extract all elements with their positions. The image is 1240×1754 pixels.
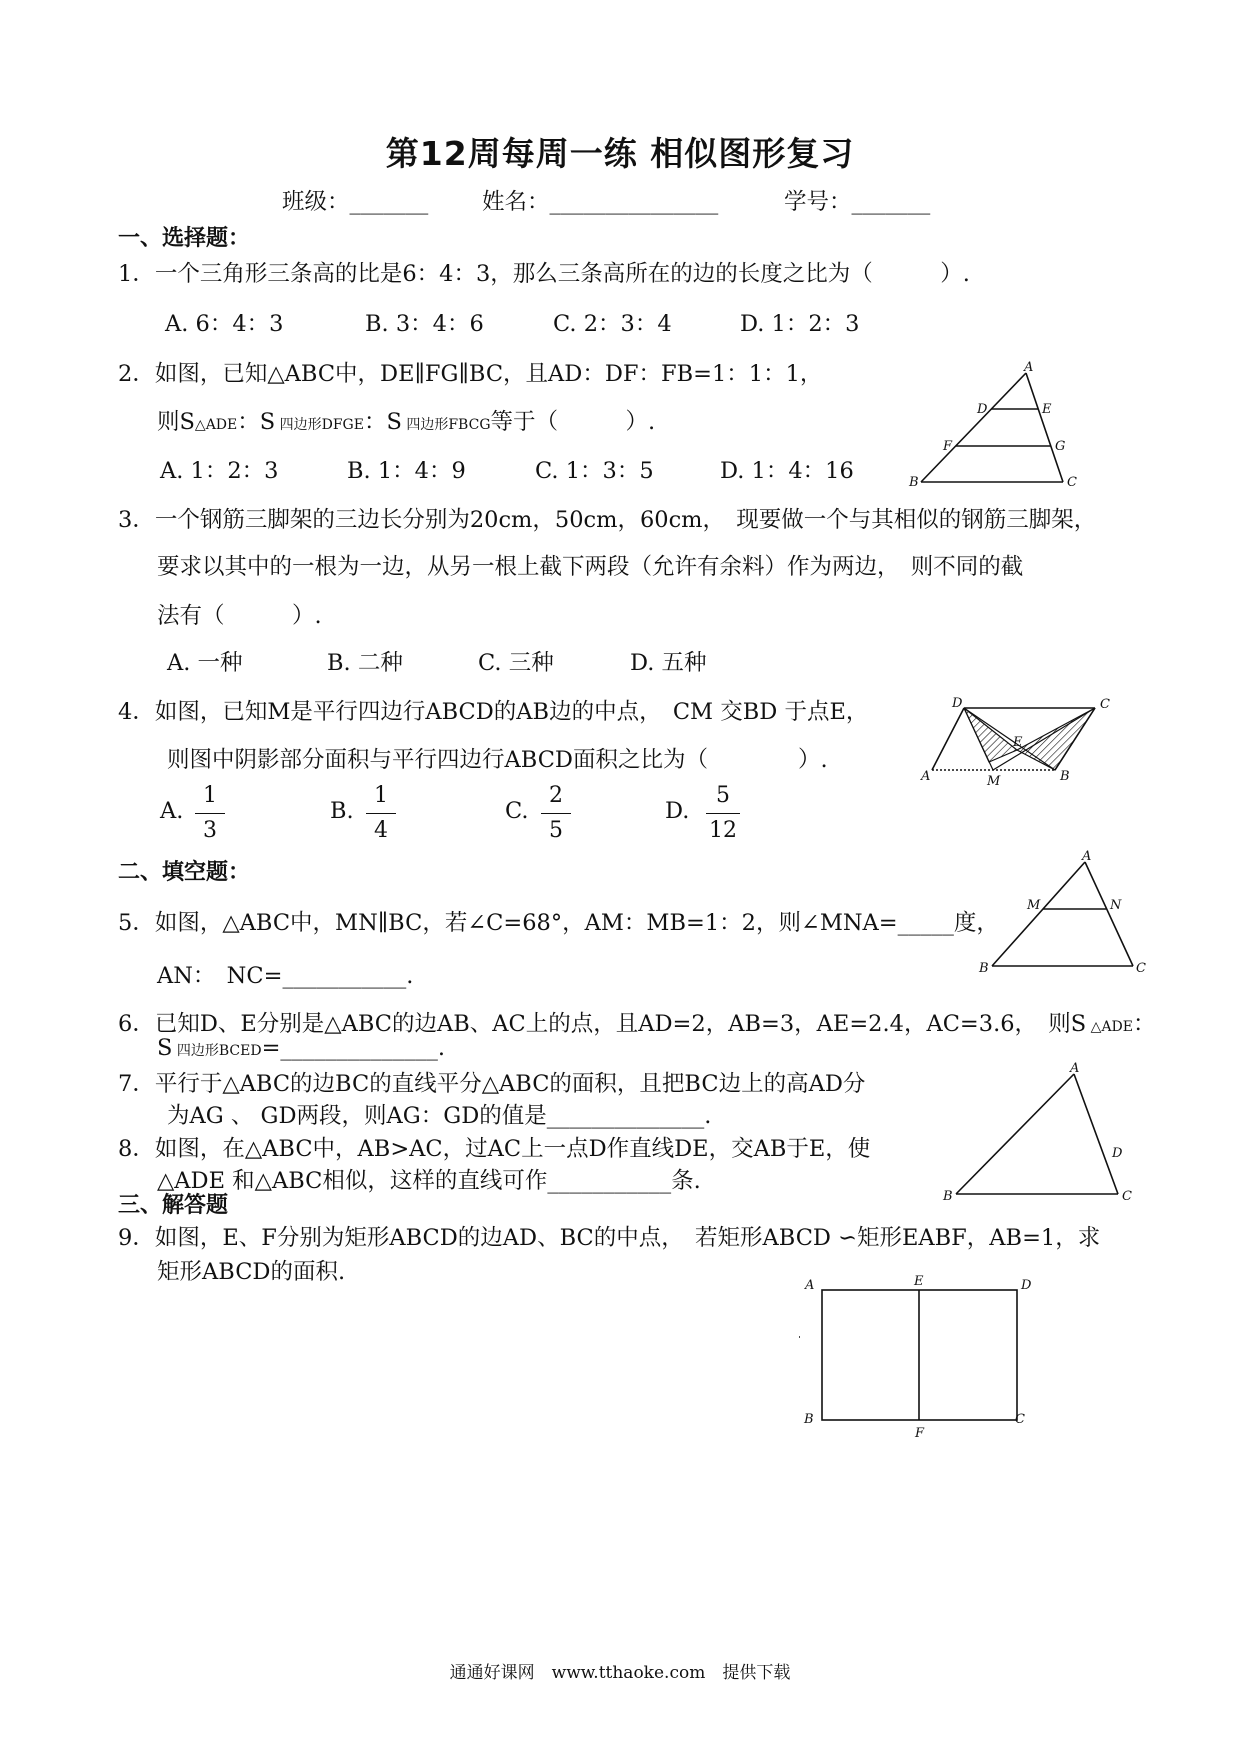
q4-option-c-fraction: 2 5 [541,781,571,846]
question-7-line1: 7．平行于△ABC的边BC的直线平分△ABC的面积，且把BC边上的高AD分 [118,1071,866,1097]
q8-triangle-figure [940,1060,1140,1210]
question-6-line2: S 四边形BCED=______________. [157,1035,446,1061]
question-4-line2: 则图中阴影部分面积与平行四边行ABCD面积之比为（ ）. [167,747,828,773]
q2-label-b: B [909,475,919,490]
q2-triangle-figure [905,360,1085,490]
q9-rectangle-figure [795,1265,1055,1445]
q4-option-d-label: D. [665,798,690,824]
q5-label-c: C [1136,961,1146,976]
q4-label-e: E [1013,735,1023,750]
question-2-line2: 则S△ADE：S 四边形DFGE：S 四边形FBCG等于（ ）. [157,409,656,435]
q4-label-b: B [1060,769,1070,784]
question-6-line1: 6．已知D、E分别是△ABC的边AB、AC上的点，且AD=2，AB=3，AE=2.4，AC=3.6， 则S △ADE： [118,1011,1156,1037]
question-4-line1: 4．如图，已知M是平行四边行ABCD的AB边的中点， CM 交BD 于点E， [118,699,869,725]
question-2-line1: 2．如图，已知△ABC中，DE∥FG∥BC，且AD：DF：FB=1：1：1， [118,361,823,387]
q2-option-d: D. 1：4：16 [720,458,854,484]
q5-label-b: B [979,961,989,976]
q1-option-d: D. 1：2：3 [740,311,860,337]
q4-option-a-fraction: 1 3 [195,781,225,846]
class-field: 班级：_______ [282,189,429,215]
question-7-line2: 为AG 、 GD两段，则AG：GD的值是______________. [167,1103,712,1129]
q4-option-a-label: A. [160,798,184,824]
q4-option-d-fraction: 5 12 [706,781,740,846]
q3-option-b: B. 二种 [327,650,403,676]
q9-label-e: E [914,1274,924,1289]
q2-label-e: E [1042,402,1052,417]
question-9-line2: 矩形ABCD的面积. [157,1259,346,1285]
q2-option-b: B. 1：4：9 [347,458,466,484]
q3-option-c: C. 三种 [478,650,554,676]
q9-label-a: A [805,1278,815,1293]
section-heading-solve: 三、解答题 [118,1193,229,1218]
q2-label-c: C [1067,475,1077,490]
q4-label-c: C [1100,697,1110,712]
q1-option-b: B. 3：4：6 [365,311,484,337]
question-8-line1: 8．如图，在△ABC中，AB>AC，过AC上一点D作直线DE，交AB于E，使 [118,1136,871,1162]
section-heading-fill: 二、填空题： [118,860,251,885]
q8-label-c: C [1122,1189,1132,1204]
q4-option-b-label: B. [330,798,354,824]
question-9-line1: 9．如图，E、F分别为矩形ABCD的边AD、BC的中点， 若矩形ABCD ∽矩形EABF，AB=1，求 [118,1225,1101,1251]
q5-triangle-figure [975,850,1155,980]
footer-source: 通通好课网 www.tthaoke.com 提供下载 [449,1663,791,1683]
page-title: 第12周每周一练 相似图形复习 [385,134,855,173]
q2-option-a: A. 1：2：3 [160,458,279,484]
q8-label-b: B [943,1189,953,1204]
q8-label-d: D [1112,1146,1123,1161]
q4-option-c-label: C. [505,798,529,824]
question-3-line3: 法有（ ）. [157,603,322,629]
q5-label-a: A [1082,850,1092,864]
q9-label-c: C [1015,1412,1025,1427]
q1-option-a: A. 6：4：3 [165,311,284,337]
q2-label-g: G [1055,439,1066,454]
q4-label-a: A [921,769,931,784]
q2-option-c: C. 1：3：5 [535,458,654,484]
student-id-field: 学号：_______ [784,189,931,215]
q4-option-b-fraction: 1 4 [366,781,396,846]
q3-option-a: A. 一种 [167,650,243,676]
q2-label-d: D [977,402,988,417]
section-heading-choice: 一、选择题： [118,226,251,251]
q4-parallelogram-figure [920,696,1120,788]
question-8-line2: △ADE 和△ABC相似，这样的直线可作___________条. [157,1168,701,1194]
q4-label-m: M [987,774,1001,788]
q2-label-f: F [943,439,953,454]
q8-label-a: A [1070,1061,1080,1076]
name-field: 姓名：_______________ [482,189,719,215]
q5-label-n: N [1110,898,1122,913]
q9-label-b: B [804,1412,814,1427]
question-1-text: 1．一个三角形三条高的比是6：4：3，那么三条高所在的边的长度之比为（ ）. [118,261,970,287]
question-3-line2: 要求以其中的一根为一边，从另一根上截下两段（允许有余料）作为两边， 则不同的截 [157,554,1024,580]
question-3-line1: 3．一个钢筋三脚架的三边长分别为20cm，50cm，60cm， 现要做一个与其相似的钢筋三脚架， [118,507,1097,533]
q9-label-f: F [915,1426,925,1441]
q5-label-m: M [1027,898,1041,913]
question-5-line1: 5．如图，△ABC中，MN∥BC，若∠C=68°，AM：MB=1：2，则∠MNA=_____度， [118,910,999,936]
q2-label-a: A [1024,360,1034,375]
q1-option-c: C. 2：3：4 [553,311,672,337]
q9-label-d: D [1021,1278,1032,1293]
q4-label-d: D [952,696,963,711]
question-5-line2: AN： NC=___________. [157,963,414,989]
q3-option-d: D. 五种 [630,650,707,676]
